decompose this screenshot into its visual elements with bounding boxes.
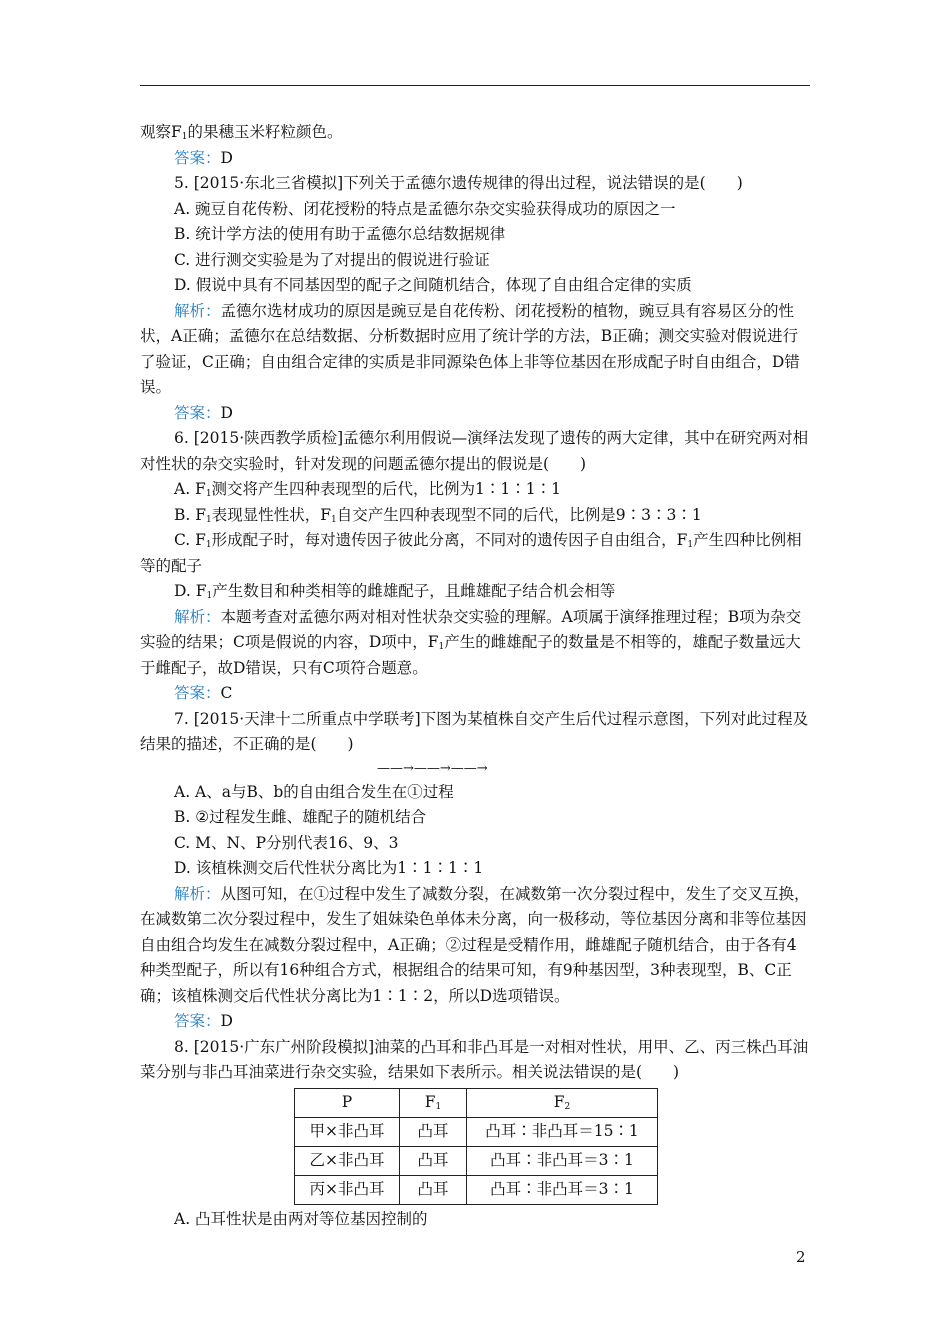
q5-stem: 5. [2015·东北三省模拟]下列关于孟德尔遗传规律的得出过程，说法错误的是( ) — [174, 174, 743, 192]
cell-p: 丙×非凸耳 — [295, 1175, 400, 1204]
q5-answer: 答案：D — [174, 403, 233, 422]
q5-option-d: D. 假说中具有不同基因型的配子之间随机结合，体现了自由组合定律的实质 — [174, 276, 692, 294]
cell-f2: 凸耳∶非凸耳＝15∶1 — [467, 1117, 658, 1146]
q5-option-b: B. 统计学方法的使用有助于孟德尔总结数据规律 — [174, 225, 506, 243]
cell-f2: 凸耳∶非凸耳＝3∶1 — [467, 1146, 658, 1175]
q4-tail-line: 观察$F_1$的果穗玉米籽粒颜色。 — [140, 123, 343, 142]
table-row — [295, 1117, 658, 1146]
cell-f1: 凸耳 — [400, 1117, 467, 1146]
q7-option-b: B. ②过程发生雌、雄配子的随机结合 — [174, 808, 427, 826]
answer-label: 答案： — [174, 684, 221, 702]
q4-answer: 答案：D — [174, 148, 233, 167]
answer-label: 答案： — [174, 403, 221, 422]
table-row — [295, 1146, 658, 1175]
q8-option-a: A. 凸耳性状是由两对等位基因控制的 — [174, 1209, 428, 1228]
cross-results-table — [294, 1088, 658, 1205]
explanation-label: 解析： — [174, 884, 221, 903]
q7-option-c: C. M、N、P分别代表16、9、3 — [174, 833, 399, 852]
q6-answer: 答案：C — [174, 684, 233, 702]
table-row — [295, 1175, 658, 1204]
q7-explanation: 解析：从图可知，在①过程中发生了减数分裂，在减数第一次分裂过程中，发生了交叉互换，在减数第二次分裂过程中，发生了姐妹染色单体未分离，向一极移动，等位基因分离和非等位基因自由组合均发生在减数分裂过程中，A正确；②过程是受精作用，雌雄配子随机结合，由于各有4种类型配子，所以有16种组合方式，根据组合的结果可知，有9种基因型，3种表现型，B、C正确；该植株测交后代性状分离比为1∶1∶2，所以D选项错误。 — [140, 884, 810, 1005]
q6-option-a: A. $F_1$测交将产生四种表现型的后代，比例为1∶1∶1∶1 — [174, 480, 561, 499]
header-p: P — [295, 1088, 400, 1117]
q6-explanation: 解析：本题考查对孟德尔两对相对性状杂交实验的理解。A项属于演绎推理过程；B项为杂交实验的结果；C项是假说的内容，D项中，$F_1$产生的雌雄配子的数量是不相等的，雄配子数量远大于雌配子，故D错误，只有C项符合题意。 — [140, 607, 802, 677]
page-number: 2 — [796, 1248, 806, 1266]
answer-label: 答案： — [174, 148, 221, 167]
cell-f2: 凸耳∶非凸耳＝3∶1 — [467, 1175, 658, 1204]
header-rule — [140, 85, 810, 86]
q7-option-a: A. A、a与B、b的自由组合发生在①过程 — [174, 782, 454, 801]
q6-stem: 6. [2015·陕西教学质检]孟德尔利用假说—演绎法发现了遗传的两大定律，其中在研究两对相对性状的杂交实验时，针对发现的问题孟德尔提出的假说是( ) — [140, 429, 809, 473]
q7-option-d: D. 该植株测交后代性状分离比为1∶1∶1∶1 — [174, 859, 484, 877]
q7-answer: 答案：D — [174, 1012, 233, 1030]
table-header-row — [295, 1088, 658, 1117]
explanation-label: 解析： — [174, 607, 221, 626]
cell-f1: 凸耳 — [400, 1175, 467, 1204]
q6-option-d: D. $F_1$产生数目和种类相等的雌雄配子，且雌雄配子结合机会相等 — [174, 582, 616, 601]
q5-explanation: 解析：孟德尔选材成功的原因是豌豆是自花传粉、闭花授粉的植物，豌豆具有容易区分的性状，A正确；孟德尔在总结数据、分析数据时应用了统计学的方法，B正确；测交实验对假说进行了验证，C正确；自由组合定律的实质是非同源染色体上非等位基因在形成配子时自由组合，D错误。 — [140, 301, 800, 396]
header-f2: $F_2$ — [467, 1088, 658, 1117]
page-body — [140, 120, 812, 1232]
header-f1: $F_1$ — [400, 1088, 467, 1117]
q6-option-c: C. $F_1$形成配子时，每对遗传因子彼此分离，不同对的遗传因子自由组合，$F_1$产生四种比例相等的配子 — [140, 531, 802, 575]
q5-option-a: A. 豌豆自花传粉、闭花授粉的特点是孟德尔杂交实验获得成功的原因之一 — [174, 199, 676, 218]
q5-option-c: C. 进行测交实验是为了对提出的假说进行验证 — [174, 250, 490, 269]
q8-stem: 8. [2015·广东广州阶段模拟]油菜的凸耳和非凸耳是一对相对性状，用甲、乙、丙三株凸耳油菜分别与非凸耳油菜进行杂交实验，结果如下表所示。相关说法错误的是( ) — [140, 1037, 809, 1081]
explanation-label: 解析： — [174, 301, 221, 320]
cell-p: 甲×非凸耳 — [295, 1117, 400, 1146]
cell-p: 乙×非凸耳 — [295, 1146, 400, 1175]
q7-process-arrows: ——→——→——→ — [377, 760, 488, 776]
q7-stem: 7. [2015·天津十二所重点中学联考]下图为某植株自交产生后代过程示意图，下列对此过程及结果的描述，不正确的是( ) — [140, 709, 809, 753]
q6-option-b: B. $F_1$表现显性性状，$F_1$自交产生四种表现型不同的后代，比例是9∶3∶3∶1 — [174, 505, 702, 525]
answer-label: 答案： — [174, 1012, 221, 1030]
cell-f1: 凸耳 — [400, 1146, 467, 1175]
